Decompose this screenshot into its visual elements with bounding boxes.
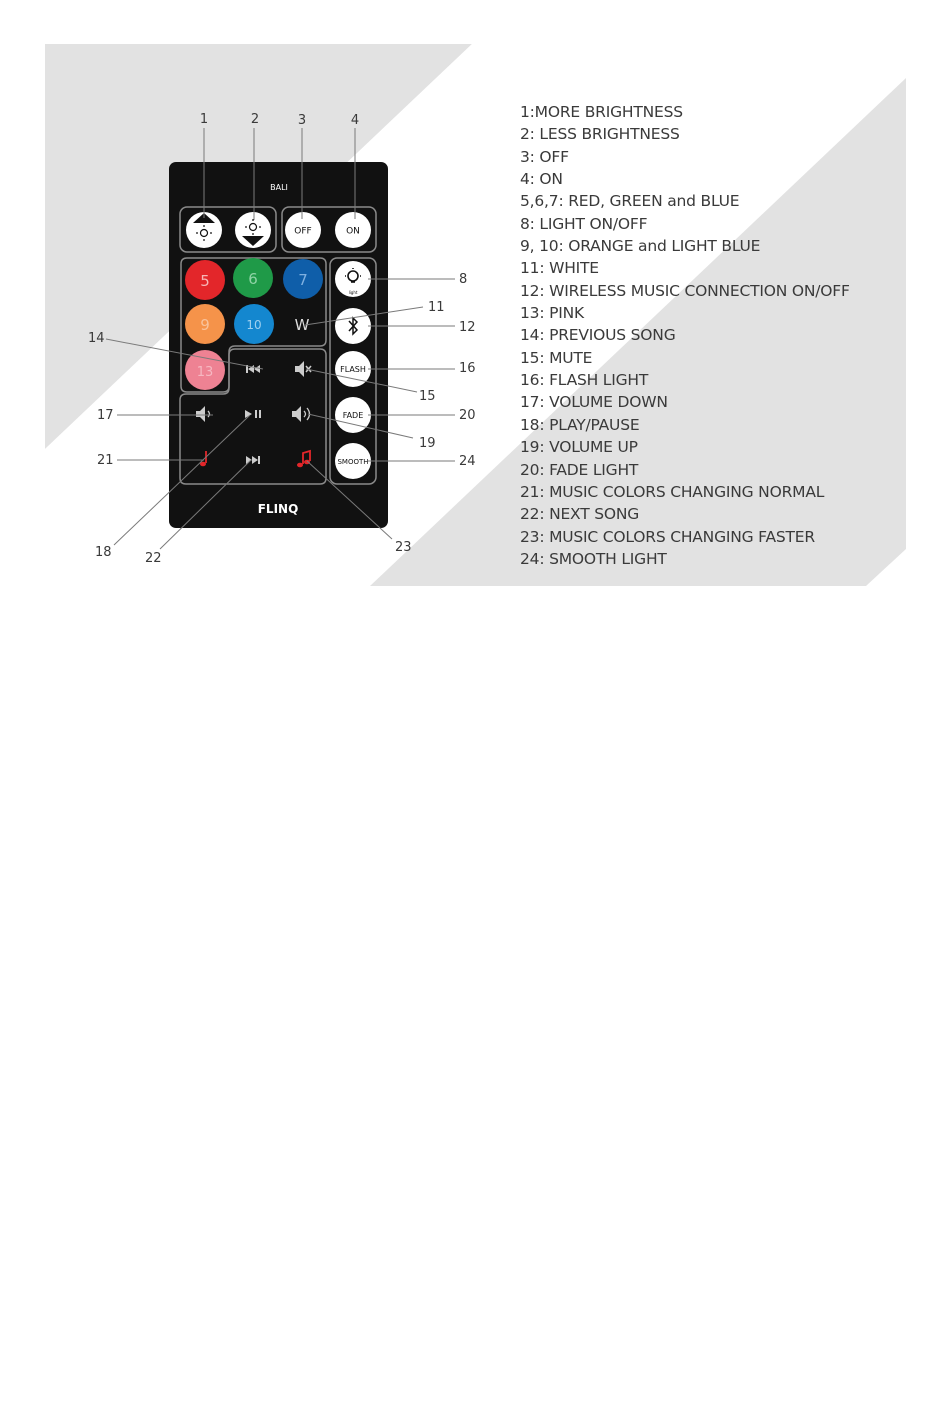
red-label: 5 bbox=[200, 272, 210, 290]
callout-22: 22 bbox=[145, 551, 162, 566]
off-button[interactable] bbox=[285, 212, 321, 248]
pink-button[interactable] bbox=[185, 350, 225, 390]
callout-11: 11 bbox=[428, 300, 445, 315]
smooth-button[interactable] bbox=[335, 443, 371, 479]
legend-item: 8: LIGHT ON/OFF bbox=[520, 214, 648, 233]
callout-21: 21 bbox=[97, 453, 114, 468]
legend-item: 14: PREVIOUS SONG bbox=[520, 326, 676, 345]
green-label: 6 bbox=[248, 270, 258, 288]
callout-2: 2 bbox=[250, 112, 260, 127]
legend-item: 11: WHITE bbox=[520, 259, 599, 278]
model-label: BALI bbox=[270, 183, 288, 192]
callout-23: 23 bbox=[395, 540, 412, 555]
callout-18: 18 bbox=[95, 545, 112, 560]
legend-item: 21: MUSIC COLORS CHANGING NORMAL bbox=[520, 482, 825, 501]
light-blue-label: 10 bbox=[246, 318, 262, 332]
legend-item: 12: WIRELESS MUSIC CONNECTION ON/OFF bbox=[520, 281, 850, 300]
green-button[interactable] bbox=[233, 258, 273, 298]
bluetooth-button[interactable] bbox=[335, 308, 371, 344]
callout-1: 1 bbox=[199, 112, 209, 127]
legend-item: 1:MORE BRIGHTNESS bbox=[520, 103, 683, 121]
callout-19: 19 bbox=[419, 436, 436, 451]
legend-item: 15: MUTE bbox=[520, 348, 593, 367]
callout-15: 15 bbox=[419, 389, 436, 404]
red-button[interactable] bbox=[185, 260, 225, 300]
flash-label: FLASH bbox=[340, 365, 366, 374]
orange-button[interactable] bbox=[185, 304, 225, 344]
on-button[interactable] bbox=[335, 212, 371, 248]
legend-item: 16: FLASH LIGHT bbox=[520, 371, 649, 390]
light-blue-button[interactable] bbox=[234, 304, 274, 344]
legend-item: 19: VOLUME UP bbox=[520, 438, 638, 457]
callout-16: 16 bbox=[459, 361, 476, 376]
callout-20: 20 bbox=[459, 408, 476, 423]
fade-label: FADE bbox=[342, 411, 364, 420]
legend-item: 4: ON bbox=[520, 170, 563, 189]
legend-item: 23: MUSIC COLORS CHANGING FASTER bbox=[520, 527, 815, 546]
on-label: ON bbox=[346, 226, 360, 237]
brand-label: FLINQ bbox=[257, 502, 299, 516]
blue-button[interactable] bbox=[283, 259, 323, 299]
legend-item: 5,6,7: RED, GREEN and BLUE bbox=[520, 192, 740, 211]
legend-item: 24: SMOOTH LIGHT bbox=[520, 549, 667, 568]
legend-item: 2: LESS BRIGHTNESS bbox=[520, 125, 680, 144]
smooth-label: SMOOTH bbox=[337, 458, 369, 466]
less-brightness-button[interactable] bbox=[235, 212, 271, 248]
legend-item: 13: PINK bbox=[520, 304, 584, 323]
legend-item: 17: VOLUME DOWN bbox=[520, 393, 668, 412]
light-on-off-button[interactable] bbox=[335, 261, 371, 297]
callout-17: 17 bbox=[97, 408, 114, 423]
callout-14: 14 bbox=[88, 331, 105, 346]
callout-12: 12 bbox=[459, 320, 476, 335]
callout-3: 3 bbox=[297, 113, 307, 128]
off-label: OFF bbox=[294, 226, 312, 237]
button-legend bbox=[520, 101, 850, 570]
legend-item: 22: NEXT SONG bbox=[520, 505, 640, 524]
callout-24: 24 bbox=[459, 454, 476, 469]
callout-8: 8 bbox=[459, 272, 468, 287]
legend-item: 18: PLAY/PAUSE bbox=[520, 415, 640, 434]
legend-item: 9, 10: ORANGE and LIGHT BLUE bbox=[520, 237, 761, 256]
legend-item: 20: FADE LIGHT bbox=[520, 460, 639, 479]
light-small-label: light bbox=[348, 290, 358, 295]
legend-item: 3: OFF bbox=[520, 147, 569, 166]
callout-4: 4 bbox=[350, 113, 360, 128]
orange-label: 9 bbox=[200, 316, 210, 334]
white-label: W bbox=[294, 316, 310, 334]
pink-label: 13 bbox=[196, 365, 214, 380]
blue-label: 7 bbox=[298, 271, 308, 289]
